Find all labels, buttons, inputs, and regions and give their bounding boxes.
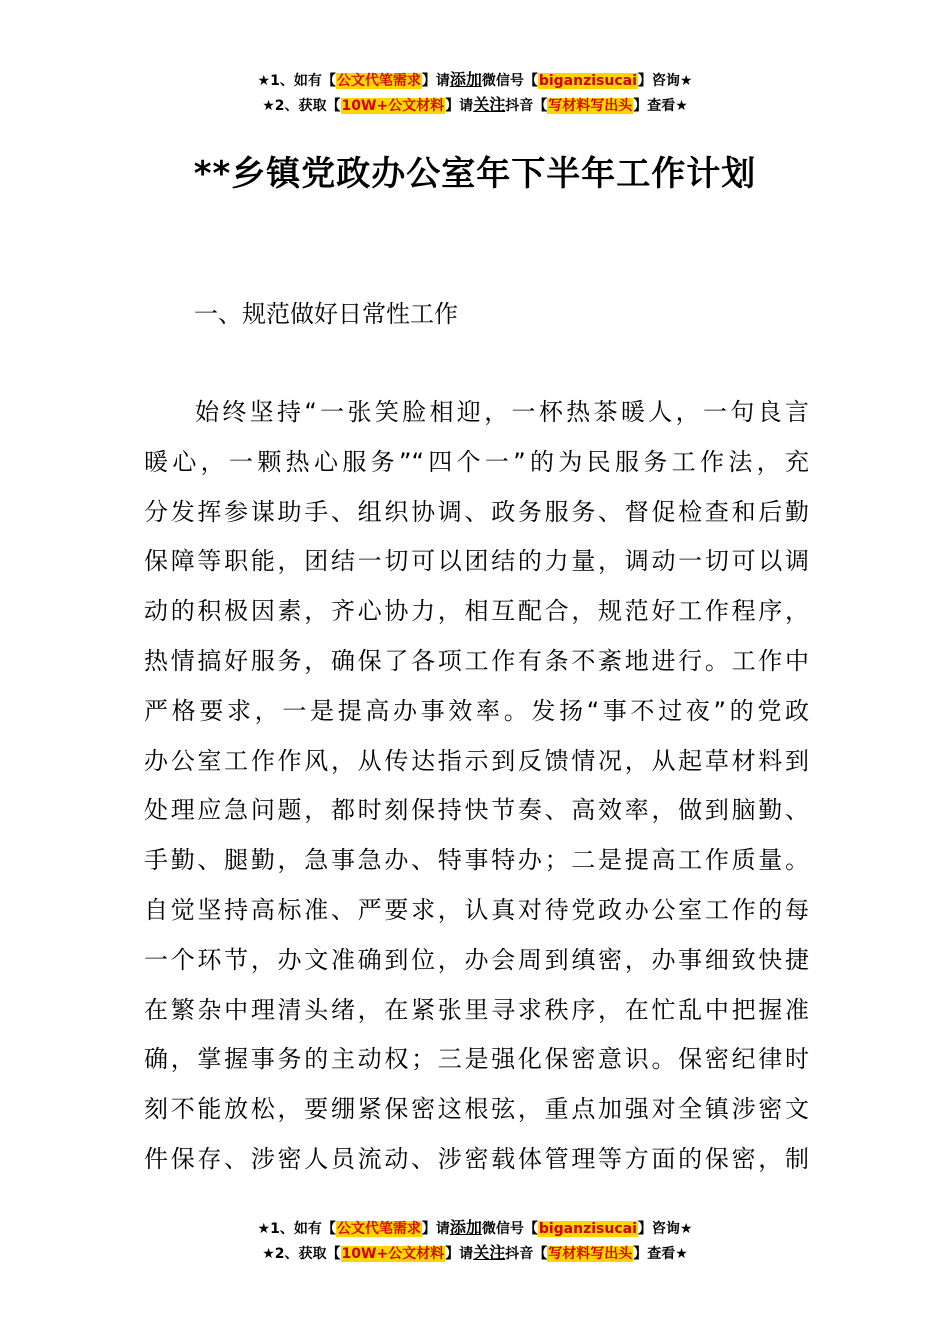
banner-text: ★2、获取【: [262, 1246, 341, 1262]
emphasis-text: 关注: [473, 1243, 506, 1262]
banner-text: 抖音【: [505, 98, 548, 114]
text-line: 件保存、涉密人员流动、涉密载体管理等方面的保密，制: [144, 1144, 809, 1173]
text-line: 一个环节，办文准确到位，办会周到缜密，办事细致快捷: [144, 945, 809, 974]
text-line: 在繁杂中理清头绪，在紧张里寻求秩序，在忙乱中把握准: [144, 995, 809, 1024]
text-line: 热情搞好服务，确保了各项工作有条不紊地进行。工作中: [144, 646, 809, 675]
banner-text: 】请: [421, 1221, 450, 1237]
banner-text: 】查看★: [633, 98, 688, 114]
text-line: 处理应急问题，都时刻保持快节奏、高效率，做到脑勤、: [144, 796, 809, 825]
banner-text: 微信号【: [481, 73, 538, 89]
highlight-service: 公文代笔需求: [336, 73, 421, 89]
text-line: 始终坚持“一张笑脸相迎，一杯热茶暖人，一句良言: [195, 398, 809, 426]
highlight-materials: 10W+公文材料: [341, 1246, 445, 1262]
banner-text: 】请: [445, 1246, 474, 1262]
banner-text: ★1、如有【: [257, 1221, 336, 1237]
banner-line-2: [0, 93, 950, 118]
banner-text: 】查看★: [633, 1246, 688, 1262]
banner-text: 】咨询★: [637, 73, 693, 89]
banner-line-2: [0, 1241, 950, 1266]
emphasis-text: 添加: [449, 1218, 482, 1237]
text-line: 办公室工作作风，从传达指示到反馈情况，从起草材料到: [144, 746, 809, 775]
banner-text: 微信号【: [481, 1221, 538, 1237]
highlight-douyin-account: 写材料写出头: [548, 1246, 633, 1262]
text-line: 保障等职能，团结一切可以团结的力量，调动一切可以调: [144, 547, 809, 576]
body-paragraph: [144, 388, 809, 1185]
text-line: 暖心，一颗热心服务”“四个一”的为民服务工作法，充: [144, 447, 809, 476]
emphasis-text: 关注: [473, 95, 506, 114]
text-line: 手勤、腿勤，急事急办、特事特办；二是提高工作质量。: [144, 846, 809, 875]
text-line: 严格要求，一是提高办事效率。发扬“事不过夜”的党政: [144, 696, 809, 725]
header-banner: [0, 68, 950, 118]
emphasis-text: 添加: [449, 70, 482, 89]
text-line: 刻不能放松，要绷紧保密这根弦，重点加强对全镇涉密文: [144, 1095, 809, 1124]
banner-text: ★2、获取【: [262, 98, 341, 114]
banner-text: 】请: [421, 73, 450, 89]
document-title: **乡镇党政办公室年下半年工作计划: [193, 154, 757, 194]
highlight-materials: 10W+公文材料: [341, 98, 445, 114]
text-line: 自觉坚持高标准、严要求，认真对待党政办公室工作的每: [144, 895, 809, 924]
banner-line-1: [0, 1216, 950, 1241]
text-line: 动的积极因素，齐心协力，相互配合，规范好工作程序，: [144, 597, 809, 626]
highlight-wechat-id: biganzisucai: [538, 73, 637, 89]
text-line: 确，掌握事务的主动权；三是强化保密意识。保密纪律时: [144, 1045, 809, 1074]
banner-text: 】请: [445, 98, 474, 114]
banner-text: 】咨询★: [637, 1221, 693, 1237]
highlight-douyin-account: 写材料写出头: [548, 98, 633, 114]
section-heading: 一、规范做好日常性工作: [194, 300, 458, 328]
banner-text: 抖音【: [505, 1246, 548, 1262]
highlight-wechat-id: biganzisucai: [538, 1221, 637, 1237]
footer-banner: [0, 1216, 950, 1266]
banner-text: ★1、如有【: [257, 73, 336, 89]
text-line: 分发挥参谋助手、组织协调、政务服务、督促检查和后勤: [144, 497, 809, 526]
highlight-service: 公文代笔需求: [336, 1221, 421, 1237]
banner-line-1: [0, 68, 950, 93]
